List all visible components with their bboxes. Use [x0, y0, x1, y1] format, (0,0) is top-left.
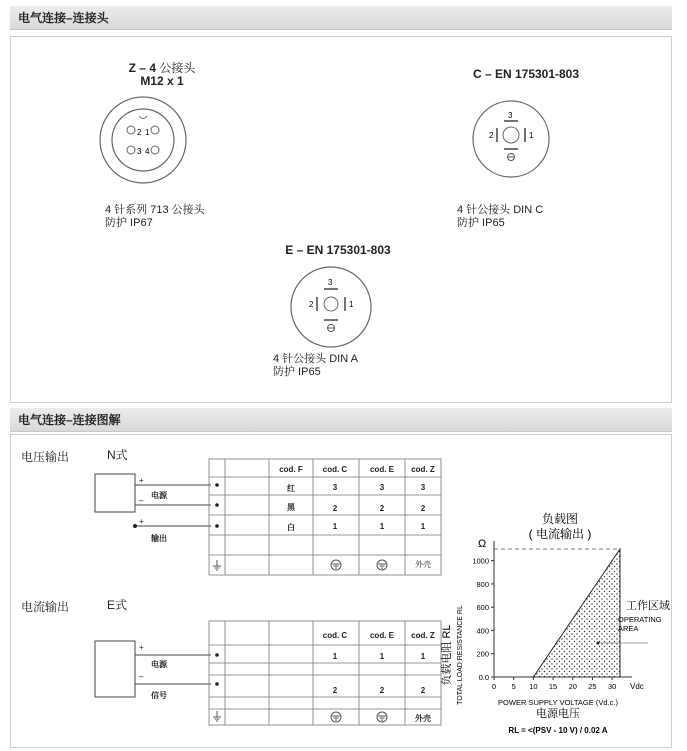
z4-desc1: 4 针系列 713 公接头: [105, 204, 205, 216]
connectors-section-title: 电气连接–连接头: [10, 6, 672, 30]
voltage-type: N式: [107, 448, 128, 462]
x-tick-label: 10: [529, 682, 538, 691]
row-sign: –: [139, 672, 144, 681]
table-header: cod. C: [322, 631, 348, 640]
voltage-wiring-diagram: [91, 457, 451, 579]
power-label: 电源: [151, 660, 167, 669]
table-cell: 1: [379, 652, 385, 661]
x-tick-label: 0: [491, 682, 497, 691]
z4-pin-label: 1: [145, 128, 150, 137]
z4-pin-label: 2: [137, 128, 142, 137]
x-tick-label: 5: [511, 682, 516, 691]
x-tick-label: 15: [548, 682, 558, 691]
ground-cell: 外壳: [415, 560, 431, 569]
ground-cell: 外壳: [415, 714, 431, 723]
table-cell: 2: [379, 504, 385, 513]
table-cell: 2: [332, 686, 338, 695]
table-header: cod. E: [369, 465, 394, 474]
table-header: cod. Z: [411, 465, 435, 474]
signal-label: 信号: [151, 691, 167, 700]
e-pin-label: 1: [349, 300, 354, 309]
c-desc2: 防护 IP65: [457, 217, 505, 229]
wiring-section-title: 电气连接–连接图解: [10, 408, 672, 432]
table-cell: 2: [420, 504, 426, 513]
m12-connector-icon: [98, 95, 188, 185]
area-en-label-1: OPERATING: [618, 615, 662, 624]
table-cell: 1: [420, 652, 426, 661]
x-tick-label: 25: [588, 682, 597, 691]
z4-desc2: 防护 IP67: [105, 217, 153, 229]
formula: RL = <(PSV - 10 V) / 0.02 A: [508, 726, 608, 735]
xlabel-en: POWER SUPPLY VOLTAGE (Vd.c.): [498, 698, 618, 707]
y-tick-label: 0.0: [478, 673, 489, 682]
area-en-label-2: AREA: [618, 624, 639, 633]
y-tick-label: 400: [476, 626, 489, 636]
operating-area: [533, 549, 620, 677]
x-tick-label: 30: [607, 682, 617, 691]
row-sign: +: [139, 517, 144, 526]
z4-title-rest: 公接头: [156, 61, 196, 75]
y-tick-label: 200: [476, 649, 489, 659]
power-label: 电源: [151, 491, 167, 500]
ground-icon: [213, 560, 221, 570]
table-cell: 2: [332, 504, 338, 513]
c-pin-label: 3: [508, 111, 513, 120]
row-sign: +: [139, 476, 144, 485]
din-c-connector-icon: [471, 99, 551, 179]
load-chart: [438, 505, 672, 737]
din-a-connector-icon: [289, 265, 373, 349]
table-cell: 1: [420, 522, 426, 531]
y-tick-label: 800: [476, 579, 489, 589]
y-tick-label: 600: [476, 603, 489, 613]
table-header: cod. E: [369, 631, 394, 640]
e-title: E – EN 175301-803: [285, 243, 391, 257]
e-desc2: 防护 IP65: [273, 366, 321, 378]
z4-pin-label: 3: [137, 147, 142, 156]
output-label: 输出: [151, 534, 167, 543]
c-pin-label: 2: [489, 131, 494, 140]
c-desc1: 4 针公接头 DIN C: [457, 204, 544, 216]
connectors-panel: [10, 36, 672, 403]
z4-subtitle: M12 x 1: [140, 74, 184, 88]
row-sign: –: [139, 496, 144, 505]
table-cell: 白: [287, 523, 295, 532]
current-type: E式: [107, 598, 128, 612]
e-pin-label: 3: [328, 278, 333, 287]
ohm-unit: Ω: [478, 538, 487, 550]
area-cn-label: 工作区域: [626, 600, 670, 612]
table-header: cod. C: [322, 465, 348, 474]
xlabel-cn: 电源电压: [536, 708, 580, 720]
table-cell: 3: [379, 483, 385, 492]
z4-pin-label: 4: [145, 147, 150, 156]
ylabel-en: TOTAL LOAD RESISTANCE RL: [457, 605, 464, 705]
table-cell: 1: [332, 522, 338, 531]
table-cell: 黑: [287, 503, 295, 512]
x-unit: Vdc: [630, 682, 644, 691]
table-cell: 1: [332, 652, 338, 661]
table-cell: 1: [379, 522, 385, 531]
y-tick-label: 1000: [472, 556, 489, 566]
c-title: C – EN 175301-803: [472, 67, 580, 81]
e-desc1: 4 针公接头 DIN A: [273, 353, 358, 365]
table-cell: 2: [379, 686, 385, 695]
e-pin-label: 2: [309, 300, 314, 309]
c-pin-label: 1: [529, 131, 534, 140]
z4-title-bold: Z – 4: [128, 61, 156, 75]
table-header: cod. Z: [411, 631, 435, 640]
voltage-output-label: 电压输出: [21, 450, 70, 464]
chart-title: 负载图: [541, 512, 579, 526]
table-cell: 2: [420, 686, 426, 695]
ylabel-cn: 负载电阻 RL: [441, 624, 453, 686]
row-sign: +: [139, 643, 144, 652]
chart-subtitle: ( 电流输出 ): [528, 527, 592, 541]
table-cell: 红: [287, 484, 295, 493]
table-header: cod. F: [279, 465, 303, 474]
current-output-label: 电流输出: [21, 600, 70, 614]
table-cell: 3: [420, 483, 426, 492]
ground-icon: [213, 711, 221, 721]
x-tick-label: 20: [568, 682, 577, 691]
table-cell: 3: [332, 483, 338, 492]
